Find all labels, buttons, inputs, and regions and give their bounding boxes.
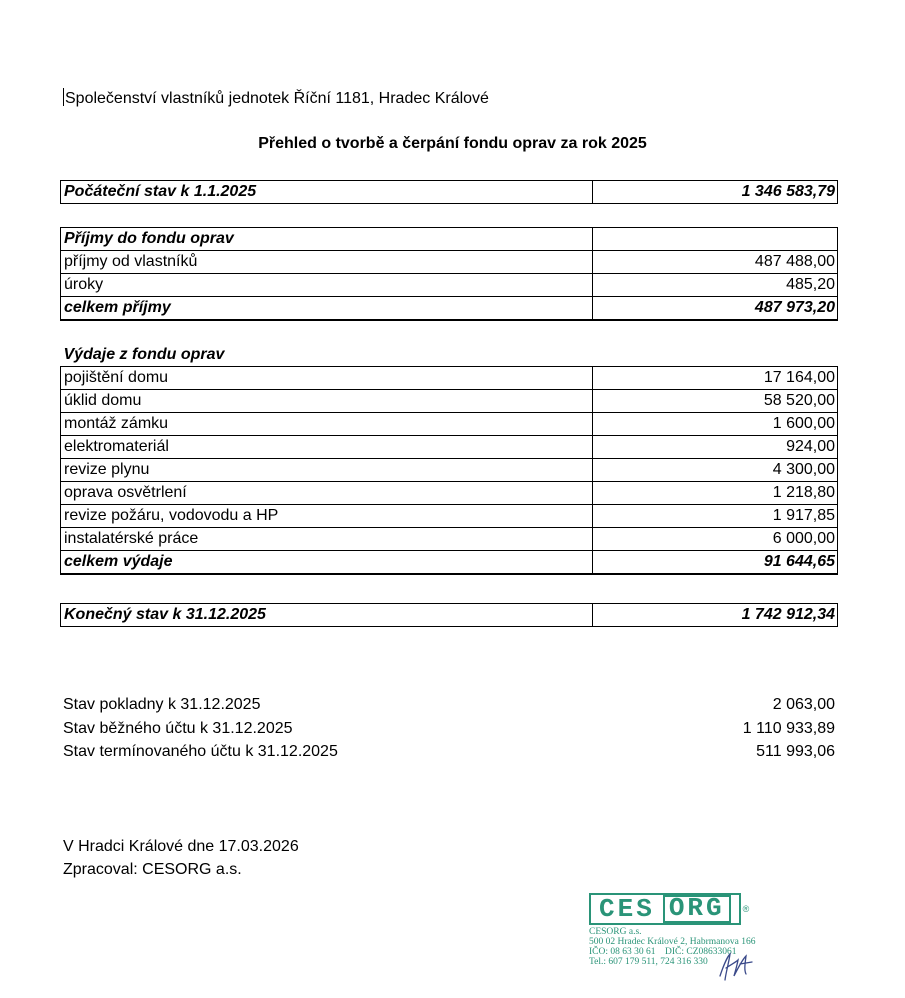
logo-right-text: ORG (663, 895, 731, 923)
table-row (61, 528, 838, 551)
table-row (61, 228, 838, 251)
balance-label: Stav pokladny k 31.12.2025 (63, 696, 261, 713)
expenses-total-value: 91 644,65 (593, 551, 838, 575)
organization-name (63, 88, 489, 108)
expense-item-value: 4 300,00 (593, 459, 838, 482)
expense-item-value: 924,00 (593, 436, 838, 459)
table-row (61, 297, 838, 321)
empty-cell (593, 228, 838, 251)
income-item-value: 487 488,00 (593, 251, 838, 274)
expenses-total-label: celkem výdaje (61, 551, 593, 575)
table-row (61, 274, 838, 297)
stamp-phone: Tel.: 607 179 511, 724 316 330 (589, 957, 708, 967)
closing-label: Konečný stav k 31.12.2025 (61, 604, 593, 627)
income-item-label: příjmy od vlastníků (61, 251, 593, 274)
stamp-logo-row (589, 893, 789, 925)
income-item-label: úroky (61, 274, 593, 297)
table-row (61, 367, 838, 390)
balance-value: 1 110 933,89 (742, 719, 835, 737)
list-item (63, 717, 835, 741)
signature-block (63, 835, 299, 881)
income-total-label: celkem příjmy (61, 297, 593, 321)
place-date: V Hradci Králové dne 17.03.2026 (63, 838, 299, 855)
cesorg-logo (589, 893, 741, 925)
expense-item-value: 1 600,00 (593, 413, 838, 436)
table-row (61, 459, 838, 482)
expense-item-label: revize požáru, vodovodu a HP (61, 505, 593, 528)
opening-value: 1 346 583,79 (593, 181, 838, 204)
expense-item-value: 1 218,80 (593, 482, 838, 505)
table-row (61, 551, 838, 575)
balance-value: 511 993,06 (756, 743, 835, 760)
stamp-company: CESORG a.s. (589, 927, 642, 937)
income-heading: Příjmy do fondu oprav (61, 228, 593, 251)
stamp-text (589, 927, 789, 967)
organization-text: Společenství vlastníků jednotek Říční 1181, Hradec Králové (65, 90, 489, 107)
table-row (61, 251, 838, 274)
income-table (60, 227, 838, 321)
table-row (61, 181, 838, 204)
opening-label: Počáteční stav k 1.1.2025 (61, 181, 593, 204)
expense-item-label: úklid domu (61, 390, 593, 413)
table-row (61, 505, 838, 528)
expense-item-label: instalatérské práce (61, 528, 593, 551)
registered-mark: ® (742, 904, 750, 914)
expense-item-value: 6 000,00 (593, 528, 838, 551)
table-row (61, 344, 838, 367)
table-row (61, 482, 838, 505)
table-row (61, 436, 838, 459)
balance-label: Stav běžného účtu k 31.12.2025 (63, 719, 293, 737)
expenses-table (60, 344, 838, 575)
report-title: Přehled o tvorbě a čerpání fondu oprav za rok 2025 (258, 135, 647, 152)
closing-balance-table (60, 603, 838, 627)
company-stamp (589, 893, 789, 983)
handwritten-signature (716, 950, 756, 982)
expense-item-value: 1 917,85 (593, 505, 838, 528)
balance-value: 2 063,00 (772, 696, 835, 713)
opening-balance-table (60, 180, 838, 204)
expense-item-label: pojištění domu (61, 367, 593, 390)
expense-item-value: 17 164,00 (593, 367, 838, 390)
closing-value: 1 742 912,34 (593, 604, 838, 627)
list-item (63, 740, 835, 764)
expense-item-label: montáž zámku (61, 413, 593, 436)
table-row (61, 390, 838, 413)
expenses-heading: Výdaje z fondu oprav (63, 346, 225, 363)
empty-cell (593, 344, 838, 367)
table-row (61, 413, 838, 436)
table-row (61, 604, 838, 627)
expense-item-label: elektromateriál (61, 436, 593, 459)
expense-item-value: 58 520,00 (593, 390, 838, 413)
expense-item-label: revize plynu (61, 459, 593, 482)
logo-left-text: CES (599, 894, 655, 924)
list-item (63, 693, 835, 717)
income-total-value: 487 973,20 (593, 297, 838, 321)
balance-label: Stav termínovaného účtu k 31.12.2025 (63, 743, 338, 760)
text-cursor (63, 88, 64, 106)
income-item-value: 485,20 (593, 274, 838, 297)
processed-by: Zpracoval: CESORG a.s. (63, 861, 242, 878)
balances-list (63, 693, 835, 764)
stamp-address: 500 02 Hradec Králové 2, Habrmanova 166 (589, 937, 756, 947)
stamp-ids: IČO: 08 63 30 61 DIČ: CZ08633061 (589, 947, 737, 957)
expense-item-label: oprava osvětrlení (61, 482, 593, 505)
